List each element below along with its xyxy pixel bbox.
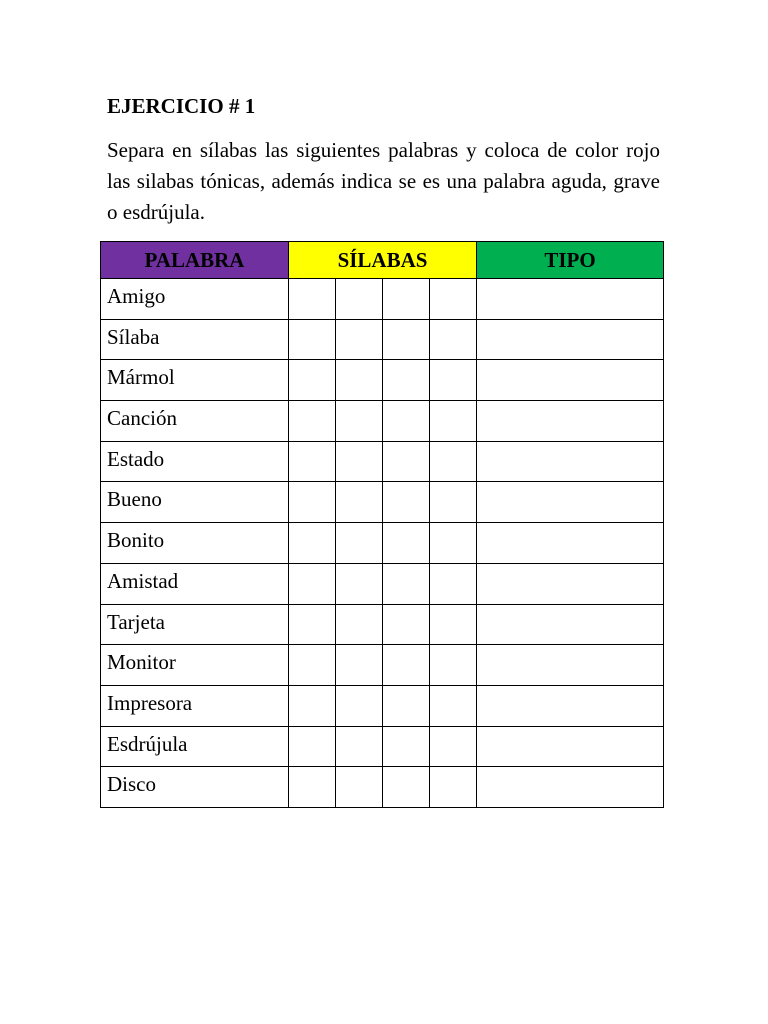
table-row (101, 685, 664, 726)
tipo-cell[interactable] (477, 401, 664, 442)
table-header-row (101, 242, 664, 279)
syllable-cell[interactable] (289, 726, 336, 767)
syllable-cell[interactable] (336, 319, 383, 360)
syllable-cell[interactable] (336, 482, 383, 523)
word-cell: Amigo (101, 279, 289, 320)
word-cell: Canción (101, 401, 289, 442)
tipo-cell[interactable] (477, 360, 664, 401)
syllable-cell[interactable] (430, 563, 477, 604)
syllable-cell[interactable] (383, 441, 430, 482)
syllable-cell[interactable] (430, 604, 477, 645)
syllable-cell[interactable] (289, 604, 336, 645)
table-row (101, 401, 664, 442)
syllable-cell[interactable] (383, 401, 430, 442)
syllable-cell[interactable] (289, 319, 336, 360)
table-row (101, 319, 664, 360)
word-cell: Tarjeta (101, 604, 289, 645)
table-row (101, 645, 664, 686)
syllable-cell[interactable] (289, 685, 336, 726)
syllable-cell[interactable] (430, 319, 477, 360)
syllable-cell[interactable] (289, 563, 336, 604)
table-row (101, 726, 664, 767)
syllable-cell[interactable] (430, 401, 477, 442)
syllable-cell[interactable] (430, 441, 477, 482)
syllable-cell[interactable] (383, 360, 430, 401)
syllable-cell[interactable] (289, 441, 336, 482)
tipo-cell[interactable] (477, 523, 664, 564)
tipo-cell[interactable] (477, 604, 664, 645)
table-row (101, 441, 664, 482)
syllable-cell[interactable] (430, 523, 477, 564)
word-cell: Impresora (101, 685, 289, 726)
tipo-cell[interactable] (477, 767, 664, 808)
syllable-cell[interactable] (336, 726, 383, 767)
syllable-cell[interactable] (430, 360, 477, 401)
syllable-cell[interactable] (336, 360, 383, 401)
word-cell: Esdrújula (101, 726, 289, 767)
syllable-cell[interactable] (289, 767, 336, 808)
syllable-cell[interactable] (430, 482, 477, 523)
word-cell: Monitor (101, 645, 289, 686)
tipo-header: TIPO (477, 242, 664, 279)
table-row (101, 482, 664, 523)
word-cell: Mármol (101, 360, 289, 401)
word-cell: Disco (101, 767, 289, 808)
syllable-cell[interactable] (289, 482, 336, 523)
syllable-cell[interactable] (430, 645, 477, 686)
table-body (101, 279, 664, 808)
tipo-cell[interactable] (477, 441, 664, 482)
syllable-cell[interactable] (383, 319, 430, 360)
tipo-cell[interactable] (477, 685, 664, 726)
syllable-cell[interactable] (289, 645, 336, 686)
syllable-cell[interactable] (336, 563, 383, 604)
tipo-cell[interactable] (477, 726, 664, 767)
word-cell: Bueno (101, 482, 289, 523)
exercise-instructions: Separa en sílabas las siguientes palabras y coloca de color rojo las silabas tónicas, además indica se es una palabra aguda, grave o esdrújula. (107, 138, 660, 224)
syllable-cell[interactable] (336, 401, 383, 442)
syllable-cell[interactable] (336, 645, 383, 686)
tipo-cell[interactable] (477, 645, 664, 686)
syllable-cell[interactable] (289, 523, 336, 564)
syllable-table (100, 241, 664, 808)
syllable-cell[interactable] (383, 482, 430, 523)
syllable-cell[interactable] (383, 604, 430, 645)
syllable-cell[interactable] (383, 767, 430, 808)
syllable-cell[interactable] (289, 360, 336, 401)
table-row (101, 767, 664, 808)
table-row (101, 604, 664, 645)
palabra-header: PALABRA (101, 242, 289, 279)
silabas-header: SÍLABAS (289, 242, 477, 279)
table-row (101, 563, 664, 604)
exercise-title: EJERCICIO # 1 (107, 94, 256, 118)
word-cell: Bonito (101, 523, 289, 564)
syllable-cell[interactable] (383, 523, 430, 564)
word-cell: Estado (101, 441, 289, 482)
syllable-cell[interactable] (289, 401, 336, 442)
syllable-cell[interactable] (430, 726, 477, 767)
table-row (101, 360, 664, 401)
syllable-cell[interactable] (430, 685, 477, 726)
table-row (101, 523, 664, 564)
tipo-cell[interactable] (477, 482, 664, 523)
syllable-cell[interactable] (289, 279, 336, 320)
word-cell: Amistad (101, 563, 289, 604)
tipo-cell[interactable] (477, 319, 664, 360)
table-row (101, 279, 664, 320)
syllable-cell[interactable] (336, 523, 383, 564)
syllable-cell[interactable] (383, 685, 430, 726)
syllable-cell[interactable] (336, 604, 383, 645)
syllable-cell[interactable] (383, 645, 430, 686)
syllable-cell[interactable] (383, 726, 430, 767)
syllable-cell[interactable] (336, 685, 383, 726)
syllable-cell[interactable] (430, 767, 477, 808)
syllable-cell[interactable] (430, 279, 477, 320)
syllable-cell[interactable] (383, 279, 430, 320)
syllable-cell[interactable] (336, 767, 383, 808)
syllable-cell[interactable] (336, 441, 383, 482)
word-cell: Sílaba (101, 319, 289, 360)
syllable-cell[interactable] (383, 563, 430, 604)
tipo-cell[interactable] (477, 563, 664, 604)
syllable-cell[interactable] (336, 279, 383, 320)
tipo-cell[interactable] (477, 279, 664, 320)
